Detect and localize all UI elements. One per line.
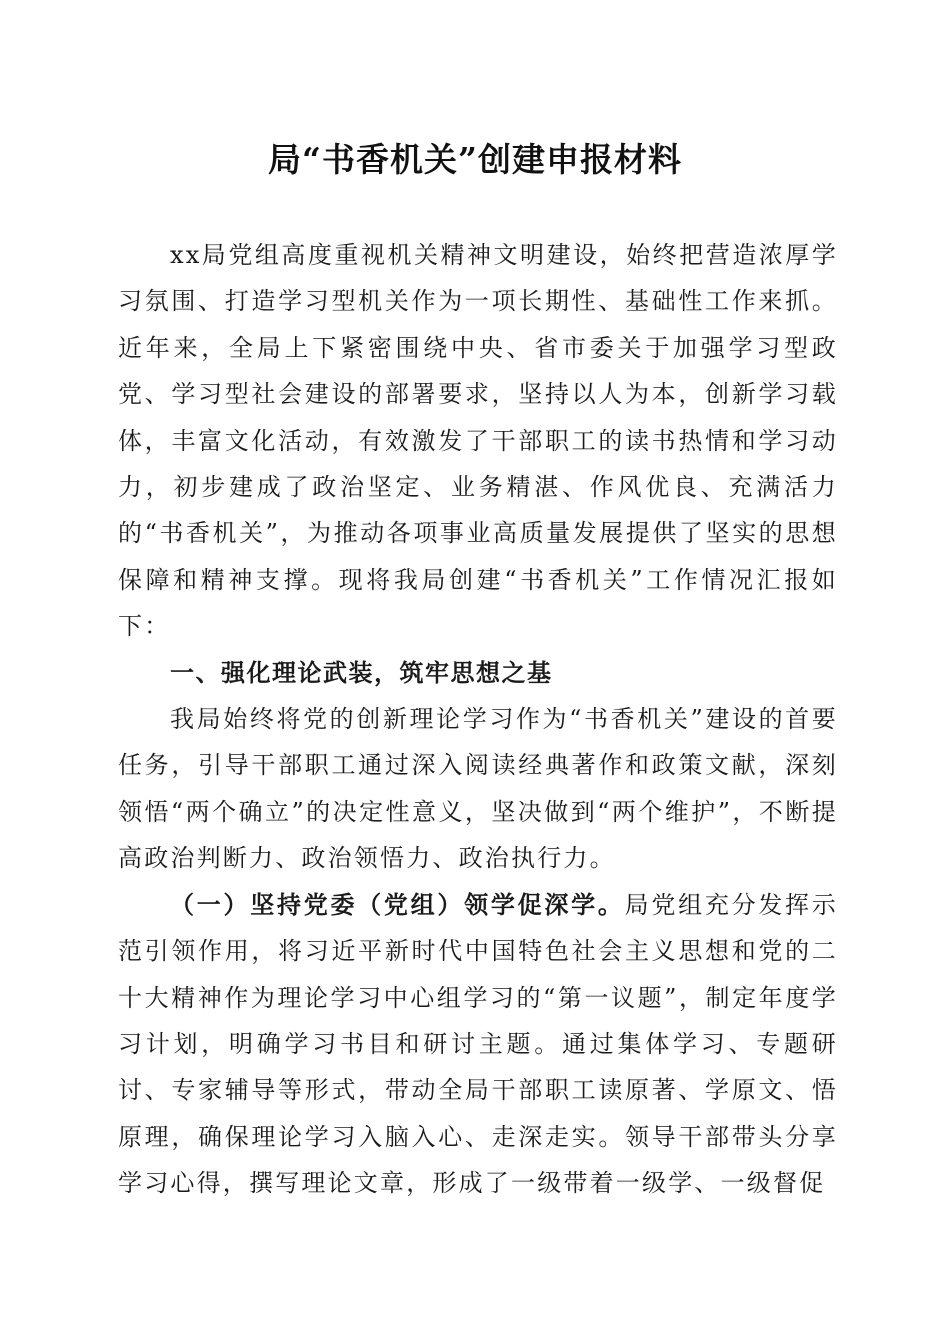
subsection-lead: （一）坚持党委（党组）领学促深学。 [170,889,625,919]
section-paragraph: 我局始终将党的创新理论学习作为“书香机关”建设的首要任务，引导干部职工通过深入阅读经典著作和政策文献，深刻领悟“两个确立”的决定性意义，坚决做到“两个维护”，不断提高政治判断力、政治领悟力、政治执行力。 [118,705,838,873]
intro-paragraph: xx局党组高度重视机关精神文明建设，始终把营造浓厚学习氛围、打造学习型机关作为一项长期性、基础性工作来抓。近年来，全局上下紧密围绕中央、省市委关于加强学习型政党、学习型社会建设的部署要求，坚持以人为本，创新学习载体，丰富文化活动，有效激发了干部职工的读书热情和学习动力，初步建成了政治坚定、业务精湛、作风优良、充满活力的“书香机关”，为推动各项事业高质量发展提供了坚实的思想保障和精神支撑。现将我局创建“书香机关”工作情况汇报如下： [118,241,838,641]
subsection-paragraph [118,882,838,1207]
document-title: 局“书香机关”创建申报材料 [268,140,682,179]
section-heading: 一、强化理论武装，筑牢思想之基 [170,658,553,687]
subsection-text: 局党组充分发挥示范引领作用，将习近平新时代中国特色社会主义思想和党的二十大精神作为理论学习中心组学习的“第一议题”，制定年度学习计划，明确学习书目和研讨主题。通过集体学习、专题研讨、专家辅导等形式，带动全局干部职工读原著、学原文、悟原理，确保理论学习入脑入心、走深走实。领导干部带头分享学习心得，撰写理论文章，形成了一级带着一级学、一级督促 [118,890,838,1198]
document-body [118,232,838,1207]
